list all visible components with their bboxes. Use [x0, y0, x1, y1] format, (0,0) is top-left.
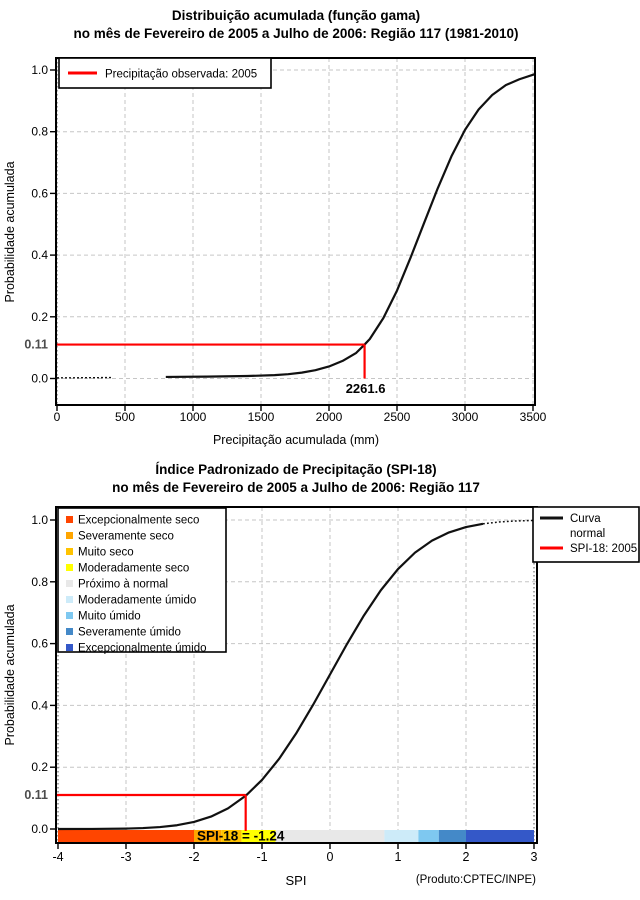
x-tick-label: 3	[530, 850, 538, 864]
category-label: Excepcionalmente seco	[78, 514, 200, 527]
category-label: Muito seco	[78, 546, 134, 559]
y-tick-label: 0.2	[31, 309, 48, 324]
y-tick-label: 1.0	[31, 513, 48, 527]
probability-value-label: 0.11	[24, 788, 48, 803]
category-swatch	[66, 548, 73, 555]
x-tick-label: -3	[120, 850, 132, 864]
x-tick-label: 2500	[383, 410, 411, 424]
y-axis-title: Probabilidade acumulada	[3, 604, 17, 746]
y-tick-label: 0.6	[31, 186, 48, 201]
legend-label-normal: normal	[570, 528, 606, 540]
y-tick-label: 0.4	[31, 248, 48, 263]
spi-color-bar	[58, 830, 534, 842]
category-swatch	[66, 532, 73, 539]
x-tick-label: 3500	[519, 410, 547, 424]
x-tick-label: -2	[188, 850, 200, 864]
spi-category-legend	[58, 508, 226, 655]
x-tick-label: 2	[462, 850, 470, 864]
top-legend	[59, 58, 271, 88]
spi-category-segment	[276, 830, 385, 842]
y-tick-label: 0.4	[31, 698, 48, 713]
top-chart-title-line1: Distribuição acumulada (função gama)	[171, 8, 421, 23]
category-label: Excepcionalmente úmido	[78, 642, 207, 655]
plot-border	[56, 58, 535, 405]
spi-category-segment	[439, 830, 466, 842]
y-tick-label: 0.8	[31, 574, 48, 589]
probability-value-label: 0.11	[24, 337, 48, 352]
spi-category-segment	[58, 830, 194, 842]
x-tick-label: 1	[394, 850, 402, 864]
y-tick-label: 1.0	[31, 63, 48, 77]
x-tick-label: 0	[326, 850, 334, 864]
category-swatch	[66, 516, 73, 523]
y-tick-label: 0.6	[31, 636, 48, 651]
bottom-chart-title-line2: no mês de Fevereiro de 2005 a Julho de 2006: Região 117	[112, 480, 480, 495]
observed-precip-value: 2261.6	[345, 381, 386, 396]
category-label: Muito úmido	[78, 610, 141, 623]
x-tick-label: 0	[53, 410, 61, 424]
normal-curve-dotted-tail	[483, 520, 534, 523]
x-tick-label: 500	[114, 410, 136, 424]
x-tick-label: 1500	[247, 410, 275, 424]
y-tick-label: 0.2	[31, 760, 48, 775]
spi-category-segment	[466, 830, 534, 842]
y-tick-label: 0.8	[31, 124, 48, 139]
category-label: Moderadamente seco	[78, 562, 190, 575]
y-tick-label: 0.0	[31, 822, 48, 836]
x-axis-title: Precipitação acumulada (mm)	[212, 433, 380, 447]
curves-legend	[533, 507, 639, 562]
category-label: Severamente seco	[78, 530, 174, 543]
y-tick-label: 0.0	[31, 371, 48, 386]
x-tick-label: 2000	[315, 410, 343, 424]
legend-label: Precipitação observada: 2005	[105, 68, 258, 81]
spi-value-label: SPI-18 = -1.24	[197, 828, 285, 844]
credit-label: (Produto:CPTEC/INPE)	[415, 874, 536, 886]
gamma-curve	[166, 74, 535, 377]
spi-category-segment	[384, 830, 418, 842]
category-swatch	[66, 628, 73, 635]
top-grid	[56, 58, 535, 405]
category-swatch	[66, 644, 73, 651]
category-label: Próximo à normal	[78, 578, 169, 591]
category-label: Moderadamente úmido	[78, 594, 197, 607]
legend-label-curva: Curva	[570, 513, 601, 525]
x-tick-label: 3000	[451, 410, 479, 424]
legend-label-spi: SPI-18: 2005	[570, 543, 638, 555]
x-tick-label: -4	[52, 850, 64, 864]
category-swatch	[66, 564, 73, 571]
spi-category-segment	[418, 830, 438, 842]
category-swatch	[66, 612, 73, 619]
category-label: Severamente úmido	[78, 626, 181, 639]
x-axis-title: SPI	[285, 873, 307, 888]
y-axis-title: Probabilidade acumulada	[3, 161, 17, 303]
x-tick-label: -1	[256, 850, 268, 864]
bottom-chart-title-line1: Índice Padronizado de Precipitação (SPI-18)	[155, 462, 437, 477]
x-tick-label: 1000	[179, 410, 207, 424]
category-swatch	[66, 596, 73, 603]
category-swatch	[66, 580, 73, 587]
top-chart-title-line2: no mês de Fevereiro de 2005 a Julho de 2006: Região 117 (1981-2010)	[73, 26, 519, 41]
bottom-chart-canvas	[0, 455, 640, 900]
